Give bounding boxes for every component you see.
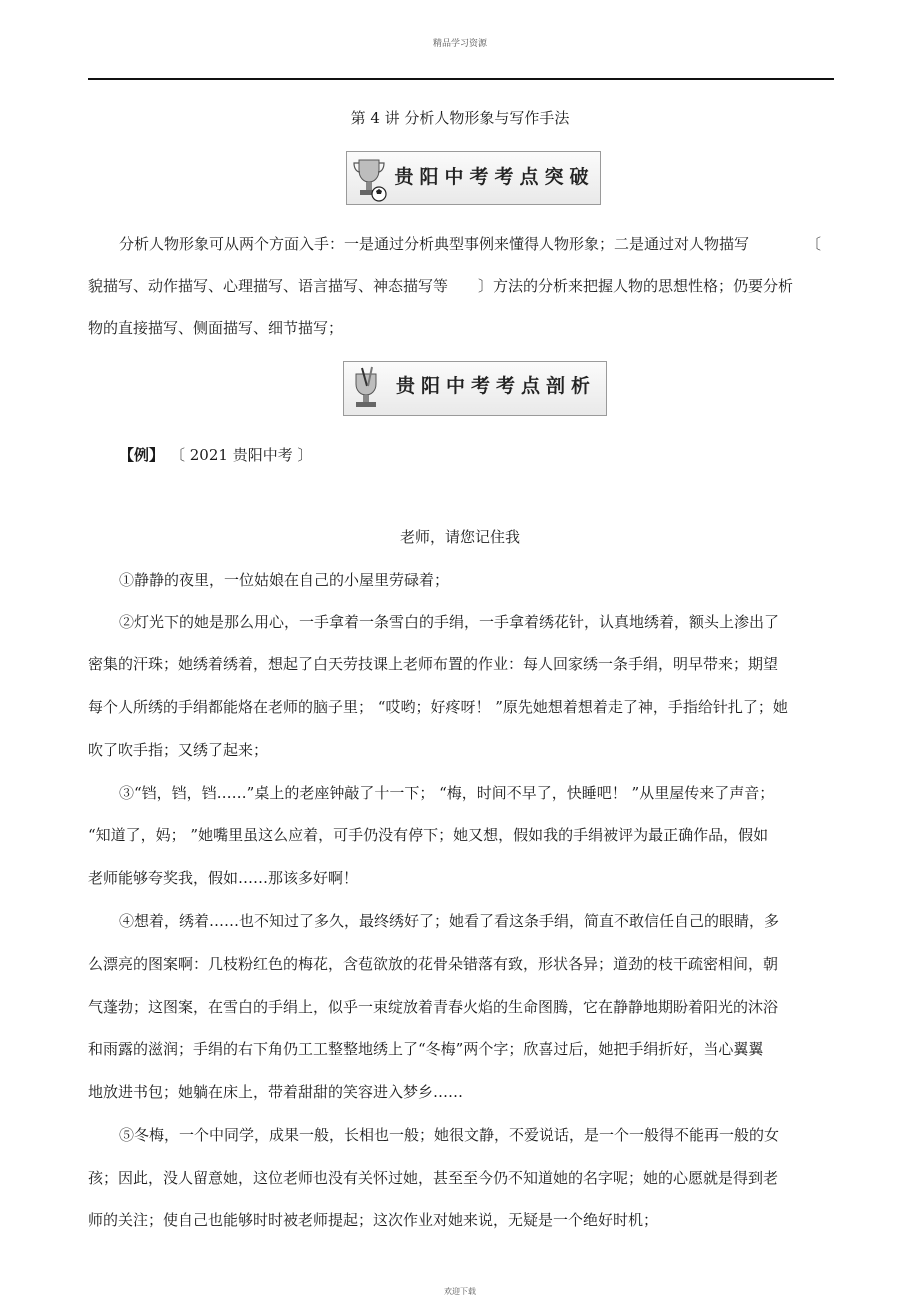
- lesson-title: 第 4 讲 分析人物形象与写作手法: [350, 109, 570, 127]
- trophy-ball-icon: [351, 156, 389, 202]
- intro-line-2-tail: 〕方法的分析来把握人物的思想性格；仍要分析: [478, 277, 794, 295]
- article-title: 老师，请您记住我: [399, 528, 520, 546]
- article-line: ⑤冬梅，一个中同学，成果一般，长相也一般；她很文静，不爱说话，是一个一般得不能再一般的女: [119, 1126, 780, 1144]
- article-line: ①静静的夜里，一位姑娘在自己的小屋里劳碌着；: [119, 571, 450, 589]
- intro-line-1: 分析人物形象可从两个方面入手：一是通过分析典型事例来懂得人物形象；二是通过对人物描写: [119, 235, 750, 253]
- article-line: 师的关注；使自己也能够时时被老师提起；这次作业对她来说，无疑是一个绝好时机；: [88, 1211, 659, 1229]
- article-line: ②灯光下的她是那么用心，一手拿着一条雪白的手绢，一手拿着绣花针，认真地绣着，额头上渗出了: [119, 613, 780, 631]
- banner-title: 贵阳中考考点突破: [394, 166, 595, 188]
- article-line: 密集的汗珠；她绣着绣着，想起了白天劳技课上老师布置的作业：每人回家绣一条手绢，明早带来；期望: [88, 655, 779, 673]
- trophy-pen-icon: [348, 366, 386, 412]
- article-line: 吹了吹手指；又绣了起来；: [88, 741, 269, 759]
- article-line: 气蓬勃；这图案，在雪白的手绢上，似乎一束绽放着青春火焰的生命图腾，它在静静地期盼着阳光的沐浴: [88, 998, 779, 1016]
- page-footer: 欢迎下载: [444, 1287, 476, 1296]
- article-line: 么漂亮的图案啊：几枝粉红色的梅花，含苞欲放的花骨朵错落有致，形状各异；道劲的枝干疏密相间，朝: [88, 955, 779, 973]
- header-rule: [88, 78, 834, 80]
- example-label: 【例】: [119, 446, 165, 464]
- example-source: 〔 2021 贵阳中考 〕: [170, 446, 313, 464]
- article-line: ③“铛，铛，铛……”桌上的老座钟敲了十一下； “梅，时间不早了，快睡吧！ ”从里屋传来了声音；: [119, 784, 775, 802]
- article-line: “知道了，妈； ”她嘴里虽这么应着，可手仍没有停下；她又想，假如我的手绢被评为最正确作品，假如: [88, 826, 769, 844]
- intro-line-3: 物的直接描写、侧面描写、细节描写；: [88, 319, 344, 337]
- article-line: 每个人所绣的手绢都能烙在老师的脑子里； “哎哟；好疼呀！ ”原先她想着想着走了神，手指给针扎了；她: [88, 698, 788, 716]
- banner-title: 贵阳中考考点剖析: [395, 375, 596, 397]
- article-line: 老师能够夸奖我，假如……那该多好啊！: [88, 869, 359, 887]
- article-line: ④想着，绣着……也不知过了多久，最终绣好了；她看了看这条手绢，简直不敢信任自己的眼睛，多: [119, 912, 780, 930]
- article-line: 和雨露的滋润；手绢的右下角仍工工整整地绣上了“冬梅”两个字；欣喜过后，她把手绢折好，当心翼翼: [88, 1040, 764, 1058]
- article-line: 地放进书包；她躺在床上，带着甜甜的笑容进入梦乡……: [88, 1083, 464, 1101]
- section-banner-breakthrough: [346, 151, 601, 205]
- article-line: 孩；因此，没人留意她，这位老师也没有关怀过她，甚至至今仍不知道她的名字呢；她的心愿就是得到老: [88, 1169, 779, 1187]
- intro-line-2: 貌描写、动作描写、心理描写、语言描写、神态描写等: [88, 277, 449, 295]
- section-banner-analysis: [343, 361, 607, 416]
- intro-bracket-open: 〔: [806, 235, 822, 253]
- page-header: 精品学习资源: [432, 39, 487, 49]
